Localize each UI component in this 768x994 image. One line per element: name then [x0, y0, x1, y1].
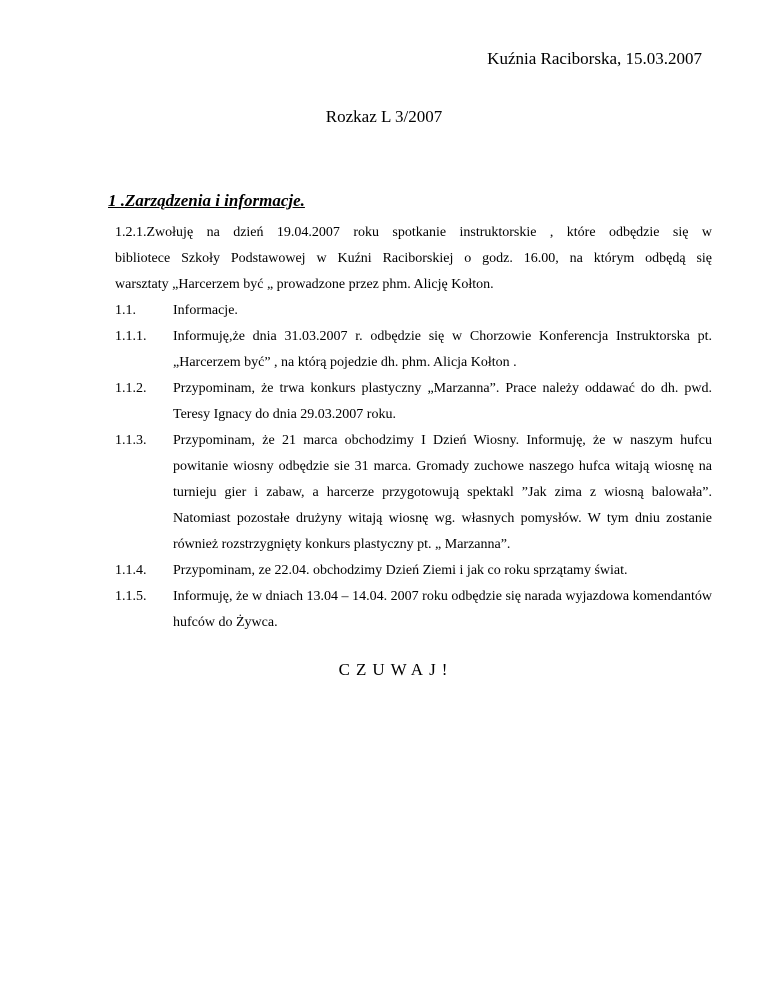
- list-item: [115, 376, 712, 428]
- section-heading: 1 .Zarządzenia i informacje.: [108, 191, 305, 210]
- item-number: 1.1.: [115, 303, 136, 318]
- list-item: [115, 428, 712, 558]
- item-text: Informuję,że dnia 31.03.2007 r. odbędzie się w Chorzowie Konferencja Instruktorska pt. „Harcerzem być” , na którą pojedzie dh. phm. Alicja Kołton .: [173, 329, 712, 370]
- list-item: [115, 298, 712, 324]
- item-text: Informuję, że w dniach 13.04 – 14.04. 2007 roku odbędzie się narada wyjazdowa komendantów hufców do Żywca.: [173, 589, 712, 630]
- item-text: Przypominam, ze 22.04. obchodzimy Dzień Ziemi i jak co roku sprzątamy świat.: [173, 563, 628, 578]
- closing-salutation: CZUWAJ!: [338, 660, 454, 679]
- place-and-date: Kuźnia Raciborska, 15.03.2007: [487, 49, 702, 68]
- numbered-items-list: [115, 298, 712, 636]
- item-text: Informacje.: [173, 303, 238, 318]
- intro-line: bibliotece Szkoły Podstawowej w Kuźni Raciborskiej o godz. 16.00, na którym odbędą się: [115, 251, 712, 266]
- item-number: 1.1.5.: [115, 589, 147, 604]
- intro-line: 1.2.1.Zwołuję na dzień 19.04.2007 roku spotkanie instruktorskie , które odbędzie się w: [115, 225, 712, 240]
- item-number: 1.1.2.: [115, 381, 147, 396]
- item-text: Przypominam, że 21 marca obchodzimy I Dzień Wiosny. Informuję, że w naszym hufcu powitanie wiosny odbędzie sie 31 marca. Gromady zuchowe naszego hufca witają wiosnę na turnieju gier i zabaw, a harcerze przygotowują spektakl ”Jak zima z wiosną balowała”. Natomiast pozostałe drużyny witają wiosnę wg. własnych pomysłów. W tym dniu zostanie również rozstrzygnięty konkurs plastyczny pt. „ Marzanna”.: [173, 433, 712, 552]
- item-text: Przypominam, że trwa konkurs plastyczny „Marzanna”. Prace należy oddawać do dh. pwd. Teresy Ignacy do dnia 29.03.2007 roku.: [173, 381, 712, 422]
- intro-paragraph: [115, 220, 712, 298]
- item-number: 1.1.4.: [115, 563, 147, 578]
- list-item: [115, 584, 712, 636]
- intro-line: warsztaty „Harcerzem być „ prowadzone przez phm. Alicję Kołton.: [115, 277, 494, 292]
- list-item: [115, 558, 712, 584]
- item-number: 1.1.1.: [115, 329, 147, 344]
- list-item: [115, 324, 712, 376]
- order-number: Rozkaz L 3/2007: [325, 107, 443, 126]
- item-number: 1.1.3.: [115, 433, 147, 448]
